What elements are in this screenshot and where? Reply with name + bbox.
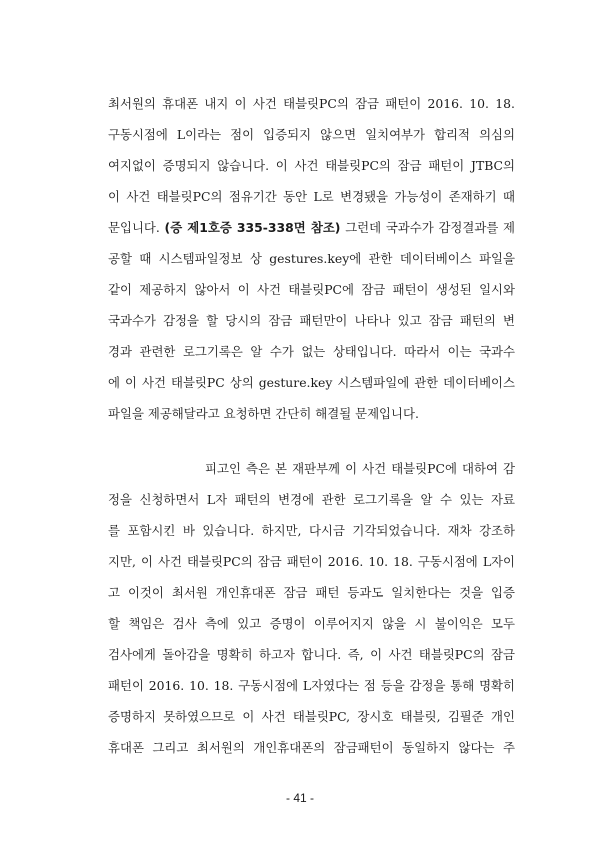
paragraph-1-line-9: 경과 관련한 로그기록은 알 수가 없는 상태입니다. 따라서 이는 국과수: [108, 344, 515, 359]
paragraph-1-line-7: 같이 제공하지 않아서 이 사건 태블릿PC에 잠금 패턴이 생성된 일시와: [108, 282, 515, 297]
paragraph-2-line-9: 증명하지 못하였으므로 이 사건 태블릿PC, 장시호 태블릿, 김필준 개인: [108, 709, 515, 724]
paragraph-1-line-6: 공할 때 시스템파일정보 상 gestures.key에 관한 데이터베이스 파일을: [108, 251, 515, 266]
paragraph-1-line-1: 최서원의 휴대폰 내지 이 사건 태블릿PC의 잠금 패턴이 2016. 10. 18.: [108, 96, 515, 111]
paragraph-2-line-1: 피고인 측은 본 재판부께 이 사건 태블릿PC에 대하여 감: [205, 461, 515, 476]
paragraph-2-line-5: 고 이것이 최서원 개인휴대폰 잠금 패턴 등과도 일치한다는 것을 입증: [108, 585, 515, 600]
paragraph-1-line-10: 에 이 사건 태블릿PC 상의 gesture.key 시스템파일에 관한 데이터베이스: [108, 375, 515, 390]
paragraph-1-line-5: [108, 218, 515, 238]
paragraph-2-line-4: 지만, 이 사건 태블릿PC의 잠금 패턴이 2016. 10. 18. 구동시점에 L자이: [108, 554, 515, 569]
line-text: 문입니다.: [108, 220, 165, 235]
paragraph-2-line-3: 를 포함시킨 바 있습니다. 하지만, 다시금 기각되었습니다. 재차 강조하: [108, 523, 515, 538]
paragraph-2-line-7: 검사에게 돌아감을 명확히 하고자 합니다. 즉, 이 사건 태블릿PC의 잠금: [108, 647, 515, 662]
paragraph-2-line-8: 패턴이 2016. 10. 18. 구동시점에 L자였다는 점 등을 감정을 통해 명확히: [108, 678, 515, 693]
line-text: 그런데 국과수가 감정결과를 제: [340, 220, 515, 235]
paragraph-1-line-3: 여지없이 증명되지 않습니다. 이 사건 태블릿PC의 잠금 패턴이 JTBC의: [108, 158, 515, 173]
paragraph-2-line-6: 할 책임은 검사 측에 있고 증명이 이루어지지 않을 시 불이익은 모두: [108, 616, 515, 631]
paragraph-1-line-8: 국과수가 감정을 할 당시의 잠금 패턴만이 나타나 있고 잠금 패턴의 변: [108, 313, 515, 328]
paragraph-1-line-4: 이 사건 태블릿PC의 점유기간 동안 L로 변경됐을 가능성이 존재하기 때: [108, 189, 515, 204]
paragraph-2-line-2: 정을 신청하면서 L자 패턴의 변경에 관한 로그기록을 알 수 있는 자료: [108, 492, 515, 507]
evidence-reference: (증 제1호증 335-338면 참조): [164, 220, 341, 235]
paragraph-1-line-2: 구동시점에 L이라는 점이 입증되지 않으면 일치여부가 합리적 의심의: [108, 127, 515, 142]
page-number: - 41 -: [285, 791, 314, 805]
paragraph-2-line-10: 휴대폰 그리고 최서원의 개인휴대폰의 잠금패턴이 동일하지 않다는 주: [108, 740, 515, 755]
paragraph-1-line-11: 파일을 제공해달라고 요청하면 간단히 해결될 문제입니다.: [108, 406, 419, 421]
